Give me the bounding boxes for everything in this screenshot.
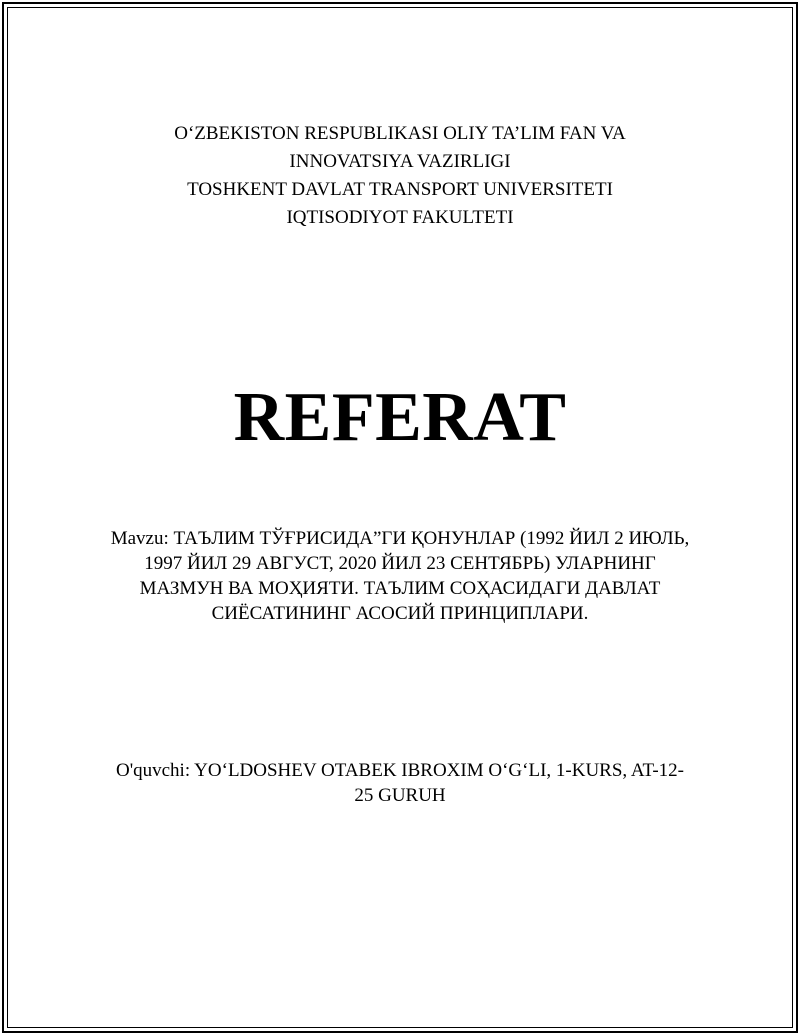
document-title: REFERAT [233, 379, 567, 456]
student-paragraph [108, 758, 692, 808]
student-text: YO‘LDOSHEV OTABEK IBROXIM O‘G‘LI, 1-KURS, AT-12-25 GURUH [194, 760, 684, 806]
topic-label: Mavzu: [110, 528, 174, 549]
header-line-faculty: IQTISODIYOT FAKULTETI [286, 207, 514, 228]
institution-header [100, 120, 700, 232]
topic-paragraph [108, 526, 692, 626]
header-line-university: TOSHKENT DAVLAT TRANSPORT UNIVERSITETI [187, 179, 613, 200]
header-line-ministry-2: INNOVATSIYA VAZIRLIGI [289, 151, 511, 172]
header-line-ministry-1: O‘ZBEKISTON RESPUBLIKASI OLIY TA’LIM FAN VA [174, 123, 626, 144]
topic-text: ТАЪЛИМ ТЎҒРИСИДА”ГИ ҚОНУНЛАР (1992 ЙИЛ 2 ИЮЛЬ, 1997 ЙИЛ 29 АВГУСТ, 2020 ЙИЛ 23 СЕНТЯБРЬ) УЛАРНИНГ МАЗМУН ВА МОҲИЯТИ. ТАЪЛИМ СОҲАСИДАГИ ДАВЛАТ СИЁСАТИНИНГ АСОСИЙ ПРИНЦИПЛАРИ. [139, 528, 690, 624]
student-label: O'quvchi: [115, 760, 195, 781]
